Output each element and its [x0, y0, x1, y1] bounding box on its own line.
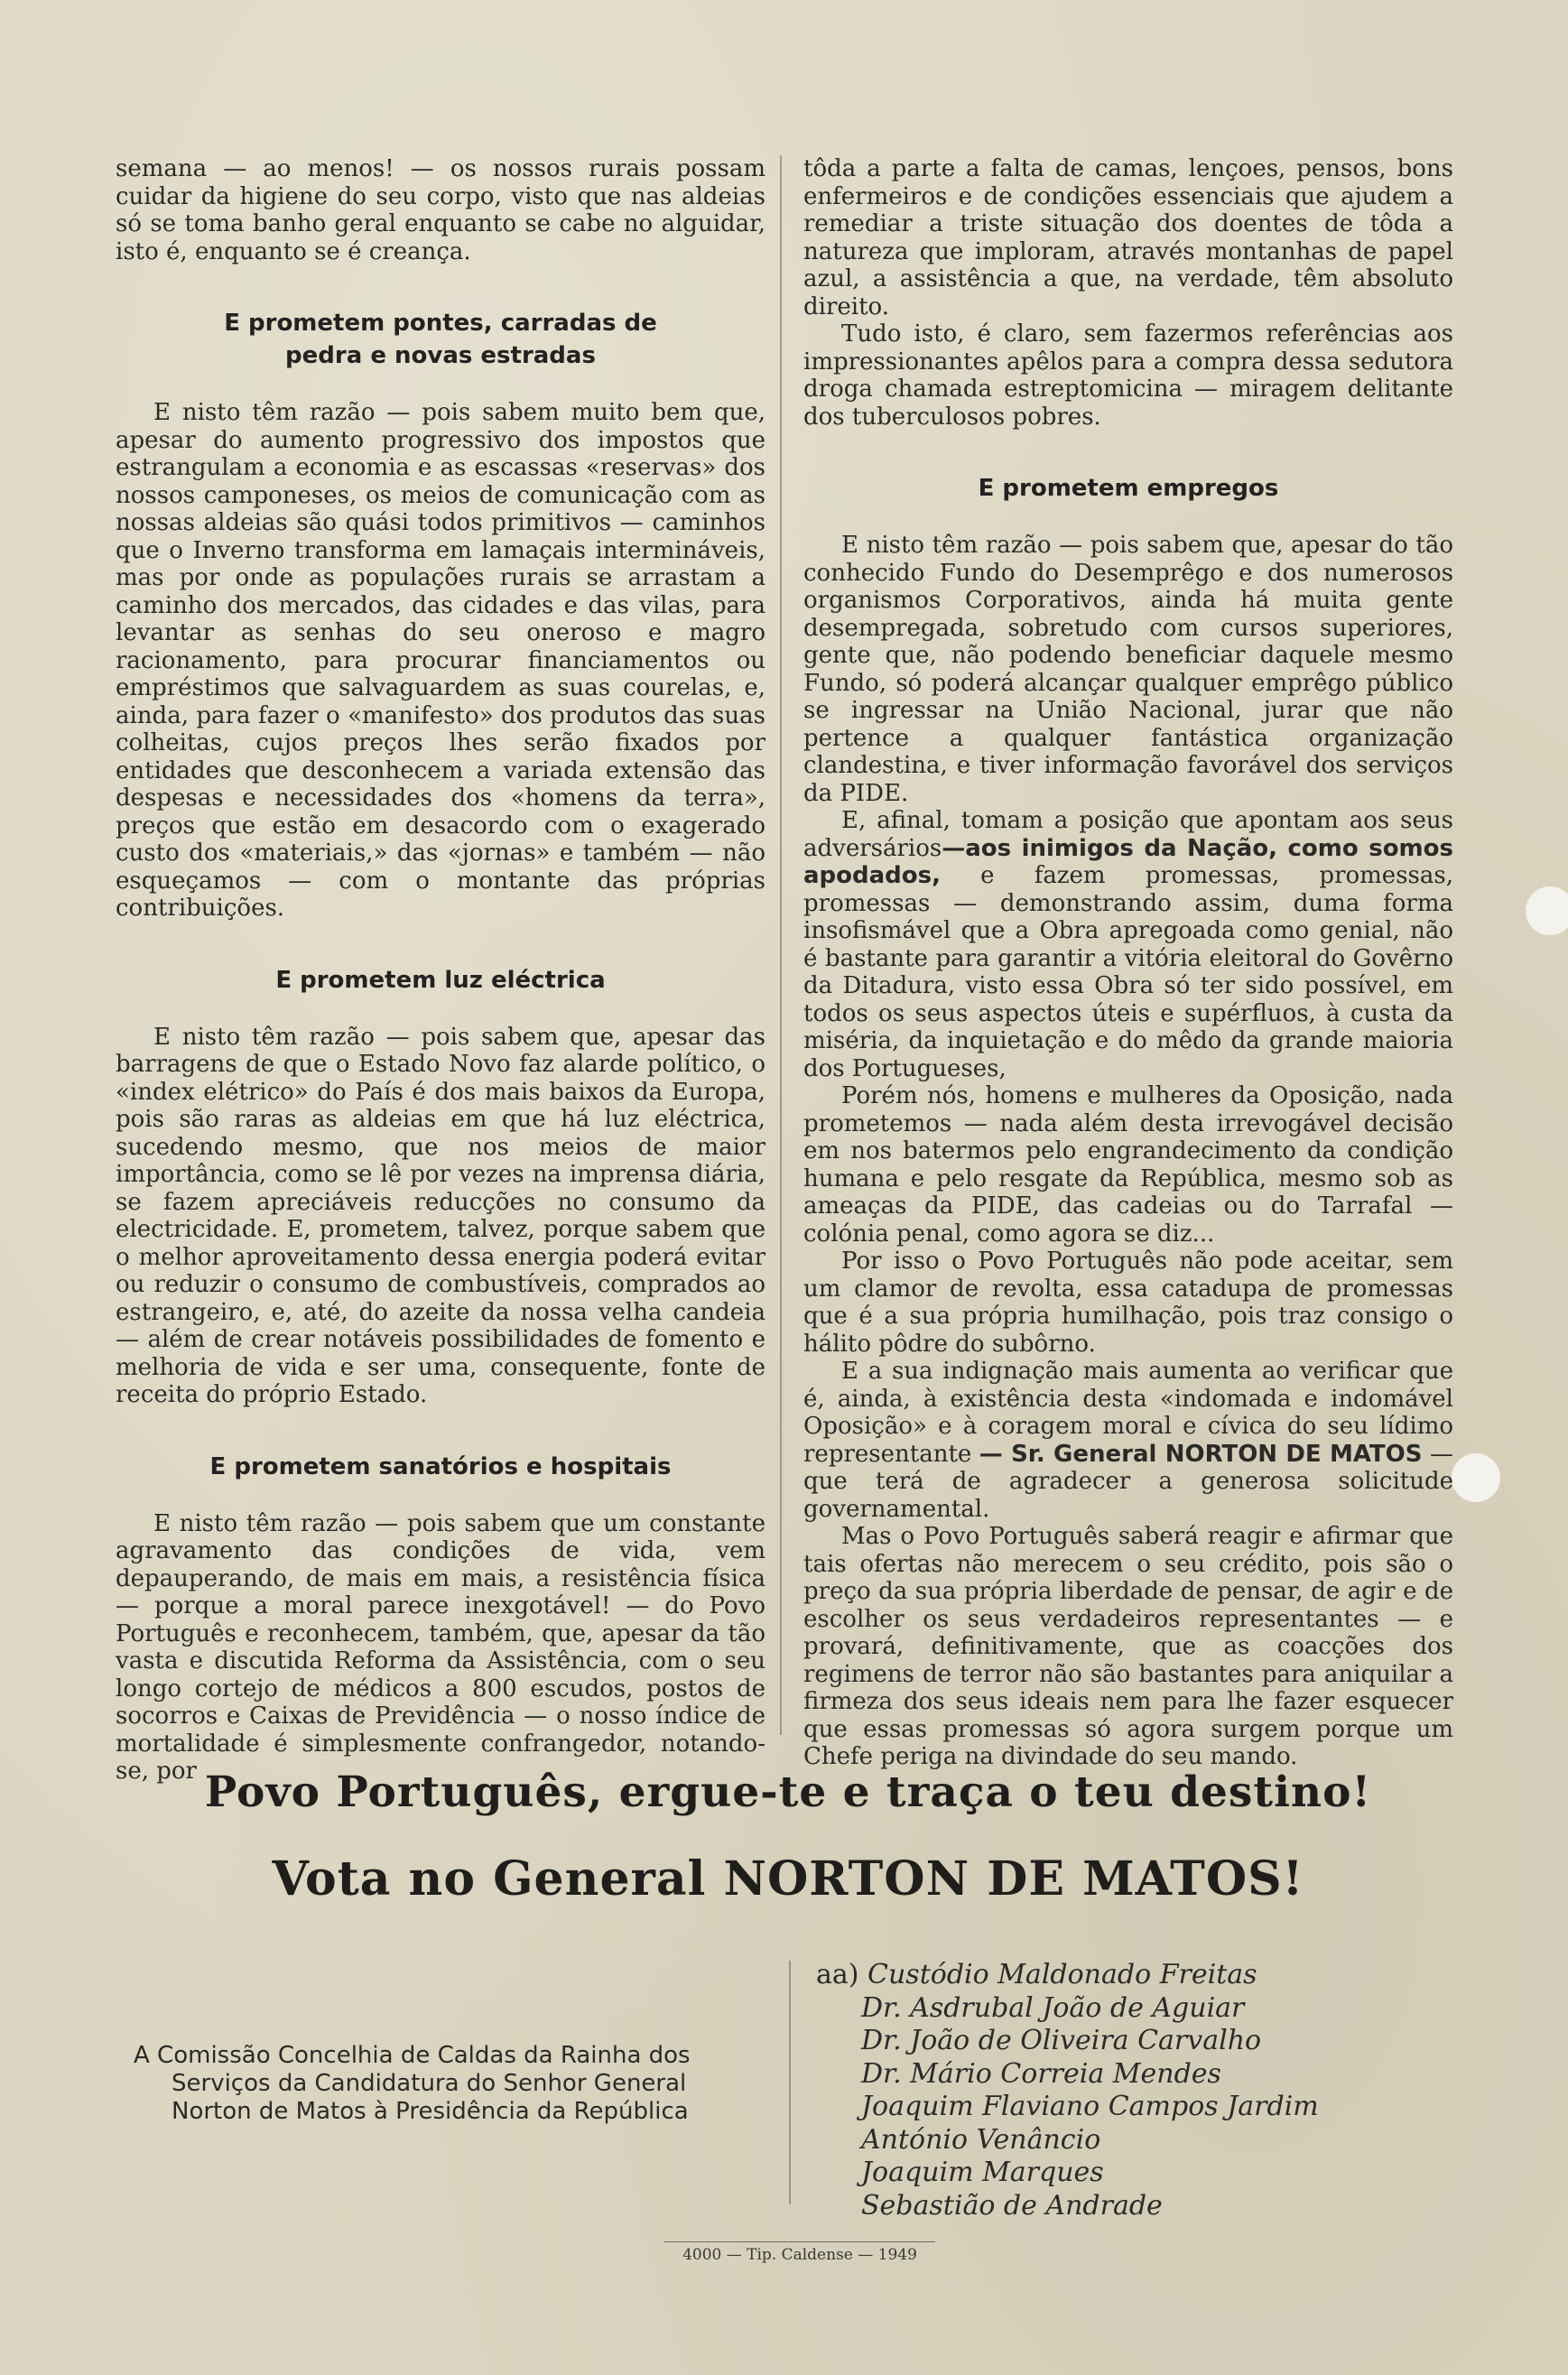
signatory-name: Dr. João de Oliveira Carvalho	[861, 2025, 1262, 2056]
text-run: E a sua indignação mais aumenta ao verificar que é, ainda, à existência desta «indomada e indomável Oposição» e à coragem moral e cívica do seu lídimo representante	[803, 1358, 1453, 1468]
printer-imprint: 4000 — Tip. Caldense — 1949	[682, 2246, 917, 2264]
section-heading: E prometem luz eléctrica	[275, 966, 606, 994]
commission-line: Serviços da Candidatura do Senhor General	[172, 2070, 687, 2097]
paragraph	[803, 807, 1453, 1082]
commission-block	[134, 2042, 776, 2126]
commission-line: A Comissão Concelhia de Caldas da Rainha dos	[134, 2042, 691, 2069]
paragraph: E nisto têm razão — pois sabem que um constante agravamento das condições de vida, vem depauperando, de mais em mais, a resistência física — porque a moral parece inexgotável! — do Povo Português e reconhecem, também, que, apesar da tão vasta e discutida Reforma da Assistência, com o seu longo cortejo de médicos a 800 escudos, postos de socorros e Caixas de Previdência — o nosso índice de mortalidade é simplesmente confrangedor, notando-se, por	[116, 1509, 765, 1785]
signatory-name: António Venâncio	[861, 2123, 1101, 2156]
paragraph: semana — ao menos! — os nossos rurais possam cuidar da higiene do seu corpo, visto que nas aldeias só se toma banho geral enquanto se cabe no alguidar, isto é, enquanto se é creança.	[116, 155, 765, 265]
slogan-headline: Povo Português, ergue-te e traça o teu destino!	[204, 1767, 1372, 1817]
signatory-name: Sebastião de Andrade	[861, 2189, 1163, 2222]
section-heading: E prometem pontes, carradas de pedra e novas estradas	[224, 310, 657, 369]
emphasis-text: —aos inimigos da Nação, como somos apodados,	[803, 834, 1453, 889]
punch-hole	[1452, 1453, 1500, 1502]
paragraph: Tudo isto, é claro, sem fazermos referências aos impressionantes apêlos para a compra dessa sedutora droga chamada estreptomicina — miragem delitante dos tuberculosos pobres.	[803, 320, 1453, 431]
paragraph: Mas o Povo Português saberá reagir e afirmar que tais ofertas não merecem o seu crédito, pois são o preço da sua própria liberdade de pensar, de agir e de escolher os seus verdadeiros representantes — e provará, definitivamente, que as coacções dos regimens de terror não são bastantes para aniquilar a firmeza dos seus ideais nem para lhe fazer esquecer que essas promessas só agora surgem porque um Chefe periga na divindade do seu mando.	[803, 1523, 1453, 1770]
signatory-name: Dr. Asdrubal João de Aguiar	[861, 1991, 1245, 2024]
text-run: e fazem promessas, promessas, promessas — demonstrando assim, duma forma insofismável que a Obra apregoada como genial, não é bastante para garantir a vitória eleitoral do Govêrno da Ditadura, visto essa Obra só ter sido possível, em todos os seus aspectos úteis e supérfluos, à custa da miséria, da inquietação e do mêdo da grande maioria dos Portugueses,	[803, 862, 1453, 1082]
paragraph: Porém nós, homens e mulheres da Oposição, nada prometemos — nada além desta irrevogável decisão em nos batermos pelo engrandecimento da condição humana e pelo resgate da República, mesmo sob as ameaças da PIDE, das cadeias ou do Tarrafal — colónia penal, como agora se diz...	[803, 1082, 1453, 1248]
paragraph: E nisto têm razão — pois sabem que, apesar do tão conhecido Fundo do Desemprêgo e dos numerosos organismos Corporativos, ainda há muita gente desempregada, sobretudo com cursos superiores, gente que, não podendo beneficiar daquele mesmo Fundo, só poderá alcançar qualquer emprêgo público se ingressar na União Nacional, jurar que não pertence a qualquer fantástica organização clandestina, e tiver informação favorável dos serviços da PIDE.	[803, 532, 1453, 807]
left-column	[116, 155, 765, 1786]
paragraph	[803, 1358, 1453, 1523]
paragraph: E nisto têm razão — pois sabem que, apesar das barragens de que o Estado Novo faz alarde político, o «index elétrico» do País é dos mais baixos da Europa, pois são raras as aldeias em que há luz eléctrica, sucedendo mesmo, que nos meios de maior importância, como se lê por vezes na imprensa diária, se fazem apreciáveis reducções no consumo da electricidade. E, prometem, talvez, porque sabem que o melhor aproveitamento dessa energia poderá evitar ou reduzir o consumo de combustíveis, comprados ao estrangeiro, e, até, do azeite da nossa velha candeia — além de crear notáveis possibilidades de fomento e melhoria de vida e ser uma, consequente, fonte de receita do próprio Estado.	[116, 1023, 765, 1408]
signatory-name: Joaquim Marques	[861, 2157, 1104, 2188]
text-run: — que terá de agradecer a generosa solicitude governamental.	[803, 1440, 1454, 1523]
text-run: E, afinal, tomam a posição que apontam aos seus adversários	[803, 807, 1453, 862]
commission-line: Norton de Matos à Presidência da República	[172, 2098, 689, 2125]
signatory	[816, 1959, 1448, 1992]
section-heading: E prometem empregos	[978, 475, 1279, 502]
signature-bracket	[789, 1961, 791, 2204]
right-column	[803, 155, 1453, 1771]
signatories-list	[816, 1959, 1448, 2222]
signatory-name: Dr. Mário Correia Mendes	[861, 2057, 1221, 2090]
section-heading: E prometem sanatórios e hospitais	[209, 1452, 672, 1480]
signatory-name: Joaquim Flaviano Campos Jardim	[861, 2091, 1319, 2122]
column-divider	[780, 155, 782, 1735]
paragraph: Por isso o Povo Português não pode aceitar, sem um clamor de revolta, essa catadupa de promessas que é a sua própria humilhação, pois traz consigo o hálito pôdre do subôrno.	[803, 1248, 1453, 1358]
paragraph: tôda a parte a falta de camas, lençoes, pensos, bons enfermeiros e de condições essenciais que ajudem a remediar a triste situação dos doentes de tôda a natureza que imploram, através montanhas de papel azul, a assistência a que, na verdade, têm absoluto direito.	[803, 155, 1453, 320]
signatories-prefix: aa)	[816, 1959, 859, 1990]
emphasis-text: — Sr. General NORTON DE MATOS	[979, 1440, 1423, 1468]
paragraph: E nisto têm razão — pois sabem muito bem que, apesar do aumento progressivo dos impostos que estrangulam a economia e as escassas «reservas» dos nossos camponeses, os meios de comunicação com as nossas aldeias são quási todos primitivos — caminhos que o Inverno transforma em lamaçais intermináveis, mas por onde as populações rurais se arrastam a caminho dos mercados, das cidades e das vilas, para levantar as senhas do seu oneroso e magro racionamento, para procurar financiamentos ou empréstimos que salvaguardem as suas courelas, e, ainda, para fazer o «manifesto» dos produtos das suas colheitas, cujos preços lhes serão fixados por entidades que desconhecem a variada extensão das despesas e necessidades dos «homens da terra», preços que estão em desacordo com o exagerado custo dos «materiais,» das «jornas» e também — não esqueçamos — com o montante das próprias contribuições.	[116, 399, 765, 922]
signatory-name: Custódio Maldonado Freitas	[868, 1959, 1257, 1990]
vote-headline: Vota no General NORTON DE MATOS!	[272, 1851, 1304, 1906]
punch-hole	[1526, 886, 1568, 935]
imprint-rule	[664, 2241, 935, 2242]
